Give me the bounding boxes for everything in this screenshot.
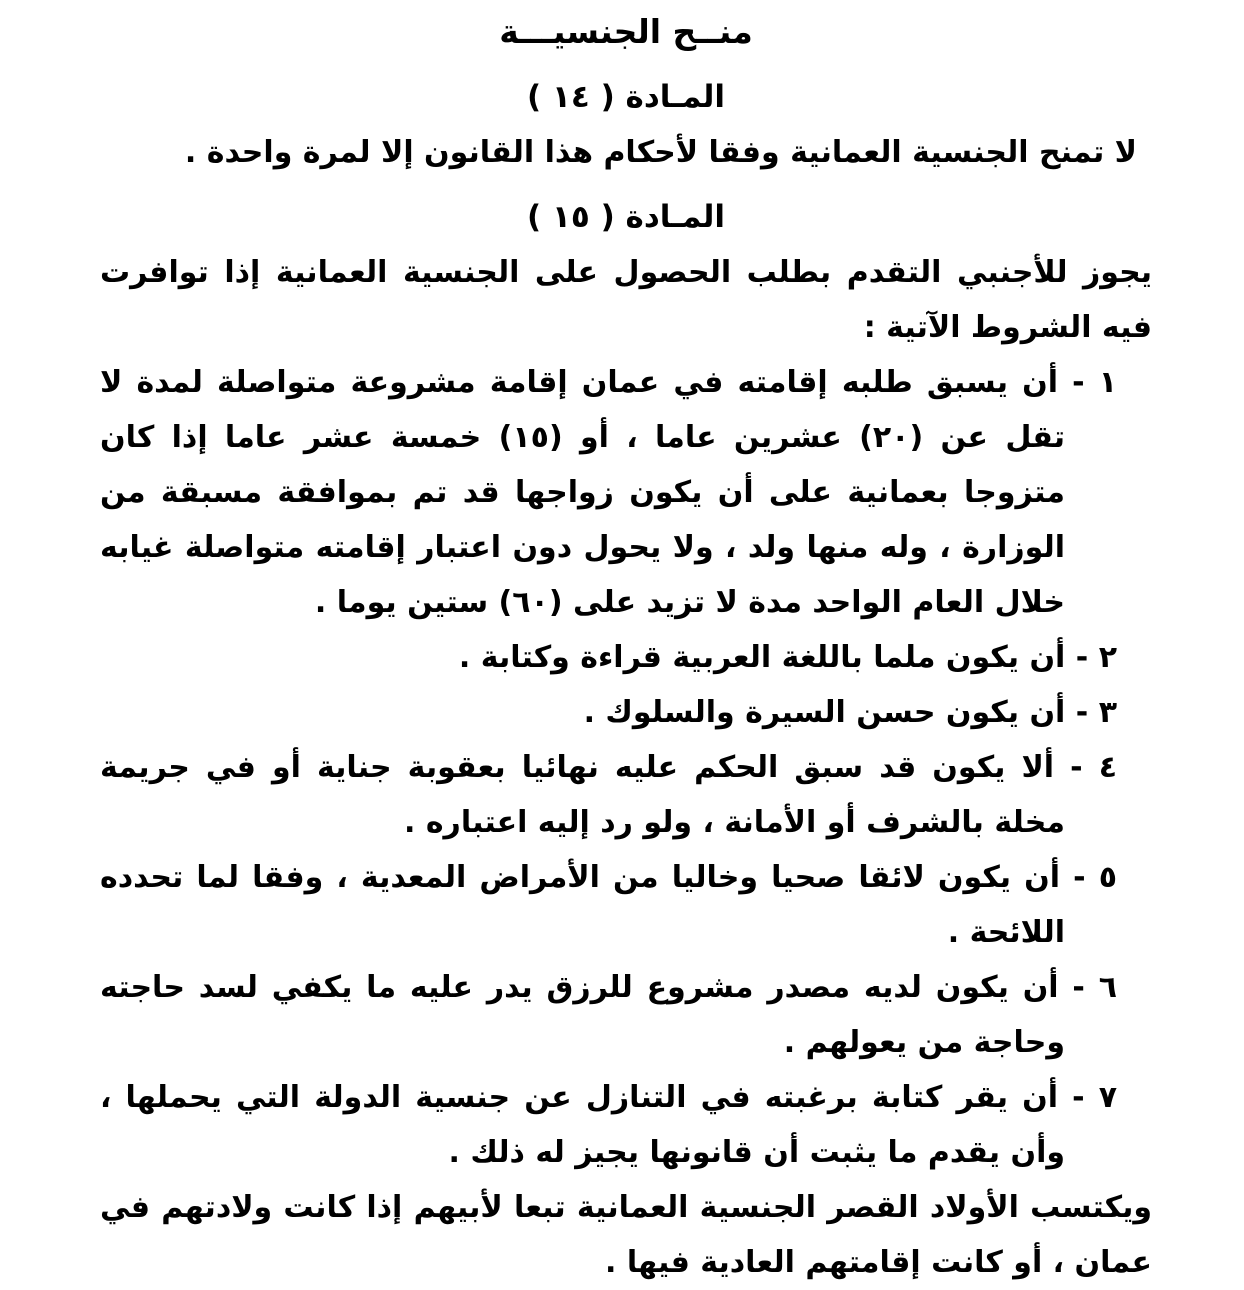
condition-number: ٣ -: [1065, 695, 1117, 730]
article-14-heading: المـادة ( ١٤ ): [526, 79, 726, 115]
condition-text: أن يكون لديه مصدر مشروع للرزق يدر عليه ما يكفي لسد حاجته وحاجة من يعولهم .: [100, 970, 1065, 1060]
article-14-text: لا تمنح الجنسية العمانية وفقا لأحكام هذا القانون إلا لمرة واحدة .: [184, 135, 1137, 170]
condition-item-5: [100, 850, 1117, 960]
document-title: منــح الجنسيـــة: [499, 12, 753, 51]
condition-number: ٥ -: [1060, 860, 1118, 895]
condition-number: ١ -: [1057, 365, 1117, 400]
condition-text: أن يقر كتابة برغبته في التنازل عن جنسية الدولة التي يحملها ، وأن يقدم ما يثبت أن قانونها يجيز له ذلك .: [100, 1080, 1065, 1170]
article-15-heading: المـادة ( ١٥ ): [526, 199, 726, 235]
condition-text: أن يكون ملما باللغة العربية قراءة وكتابة .: [458, 640, 1066, 675]
condition-text: ألا يكون قد سبق الحكم عليه نهائيا بعقوبة جناية أو في جريمة مخلة بالشرف أو الأمانة ، ولو رد إليه اعتباره .: [100, 750, 1065, 840]
article-15-closing-text: ويكتسب الأولاد القصر الجنسية العمانية تبعا لأبيهم إذا كانت ولادتهم في عمان ، أو كانت إقامتهم العادية فيها .: [100, 1190, 1152, 1280]
article-15-intro: يجوز للأجنبي التقدم بطلب الحصول على الجنسية العمانية إذا توافرت فيه الشروط الآتية :: [100, 255, 1152, 345]
condition-number: ٢ -: [1065, 640, 1117, 675]
condition-item-3: [100, 685, 1117, 740]
condition-item-1: [100, 355, 1117, 630]
condition-text: أن يكون لائقا صحيا وخاليا من الأمراض المعدية ، وفقا لما تحدده اللائحة .: [100, 860, 1065, 950]
condition-item-2: [100, 630, 1117, 685]
condition-number: ٧ -: [1058, 1080, 1118, 1115]
condition-number: ٦ -: [1058, 970, 1117, 1005]
condition-item-4: [100, 740, 1117, 850]
condition-item-7: [100, 1070, 1117, 1180]
condition-item-6: [100, 960, 1117, 1070]
condition-number: ٤ -: [1054, 750, 1117, 785]
condition-text: أن يسبق طلبه إقامته في عمان إقامة مشروعة متواصلة لمدة لا تقل عن (٢٠) عشرين عاما ، أو (١٥) خمسة عشر عاما إذا كان متزوجا بعمانية على أن يكون زواجها قد تم بموافقة مسبقة من الوزارة ، وله منها ولد ، ولا يحول دون اعتبار إقامته متواصلة غيابه خلال العام الواحد مدة لا تزيد على (٦٠) ستين يوما .: [100, 365, 1065, 620]
condition-text: أن يكون حسن السيرة والسلوك .: [583, 695, 1066, 730]
conditions-list: [100, 355, 1152, 1180]
